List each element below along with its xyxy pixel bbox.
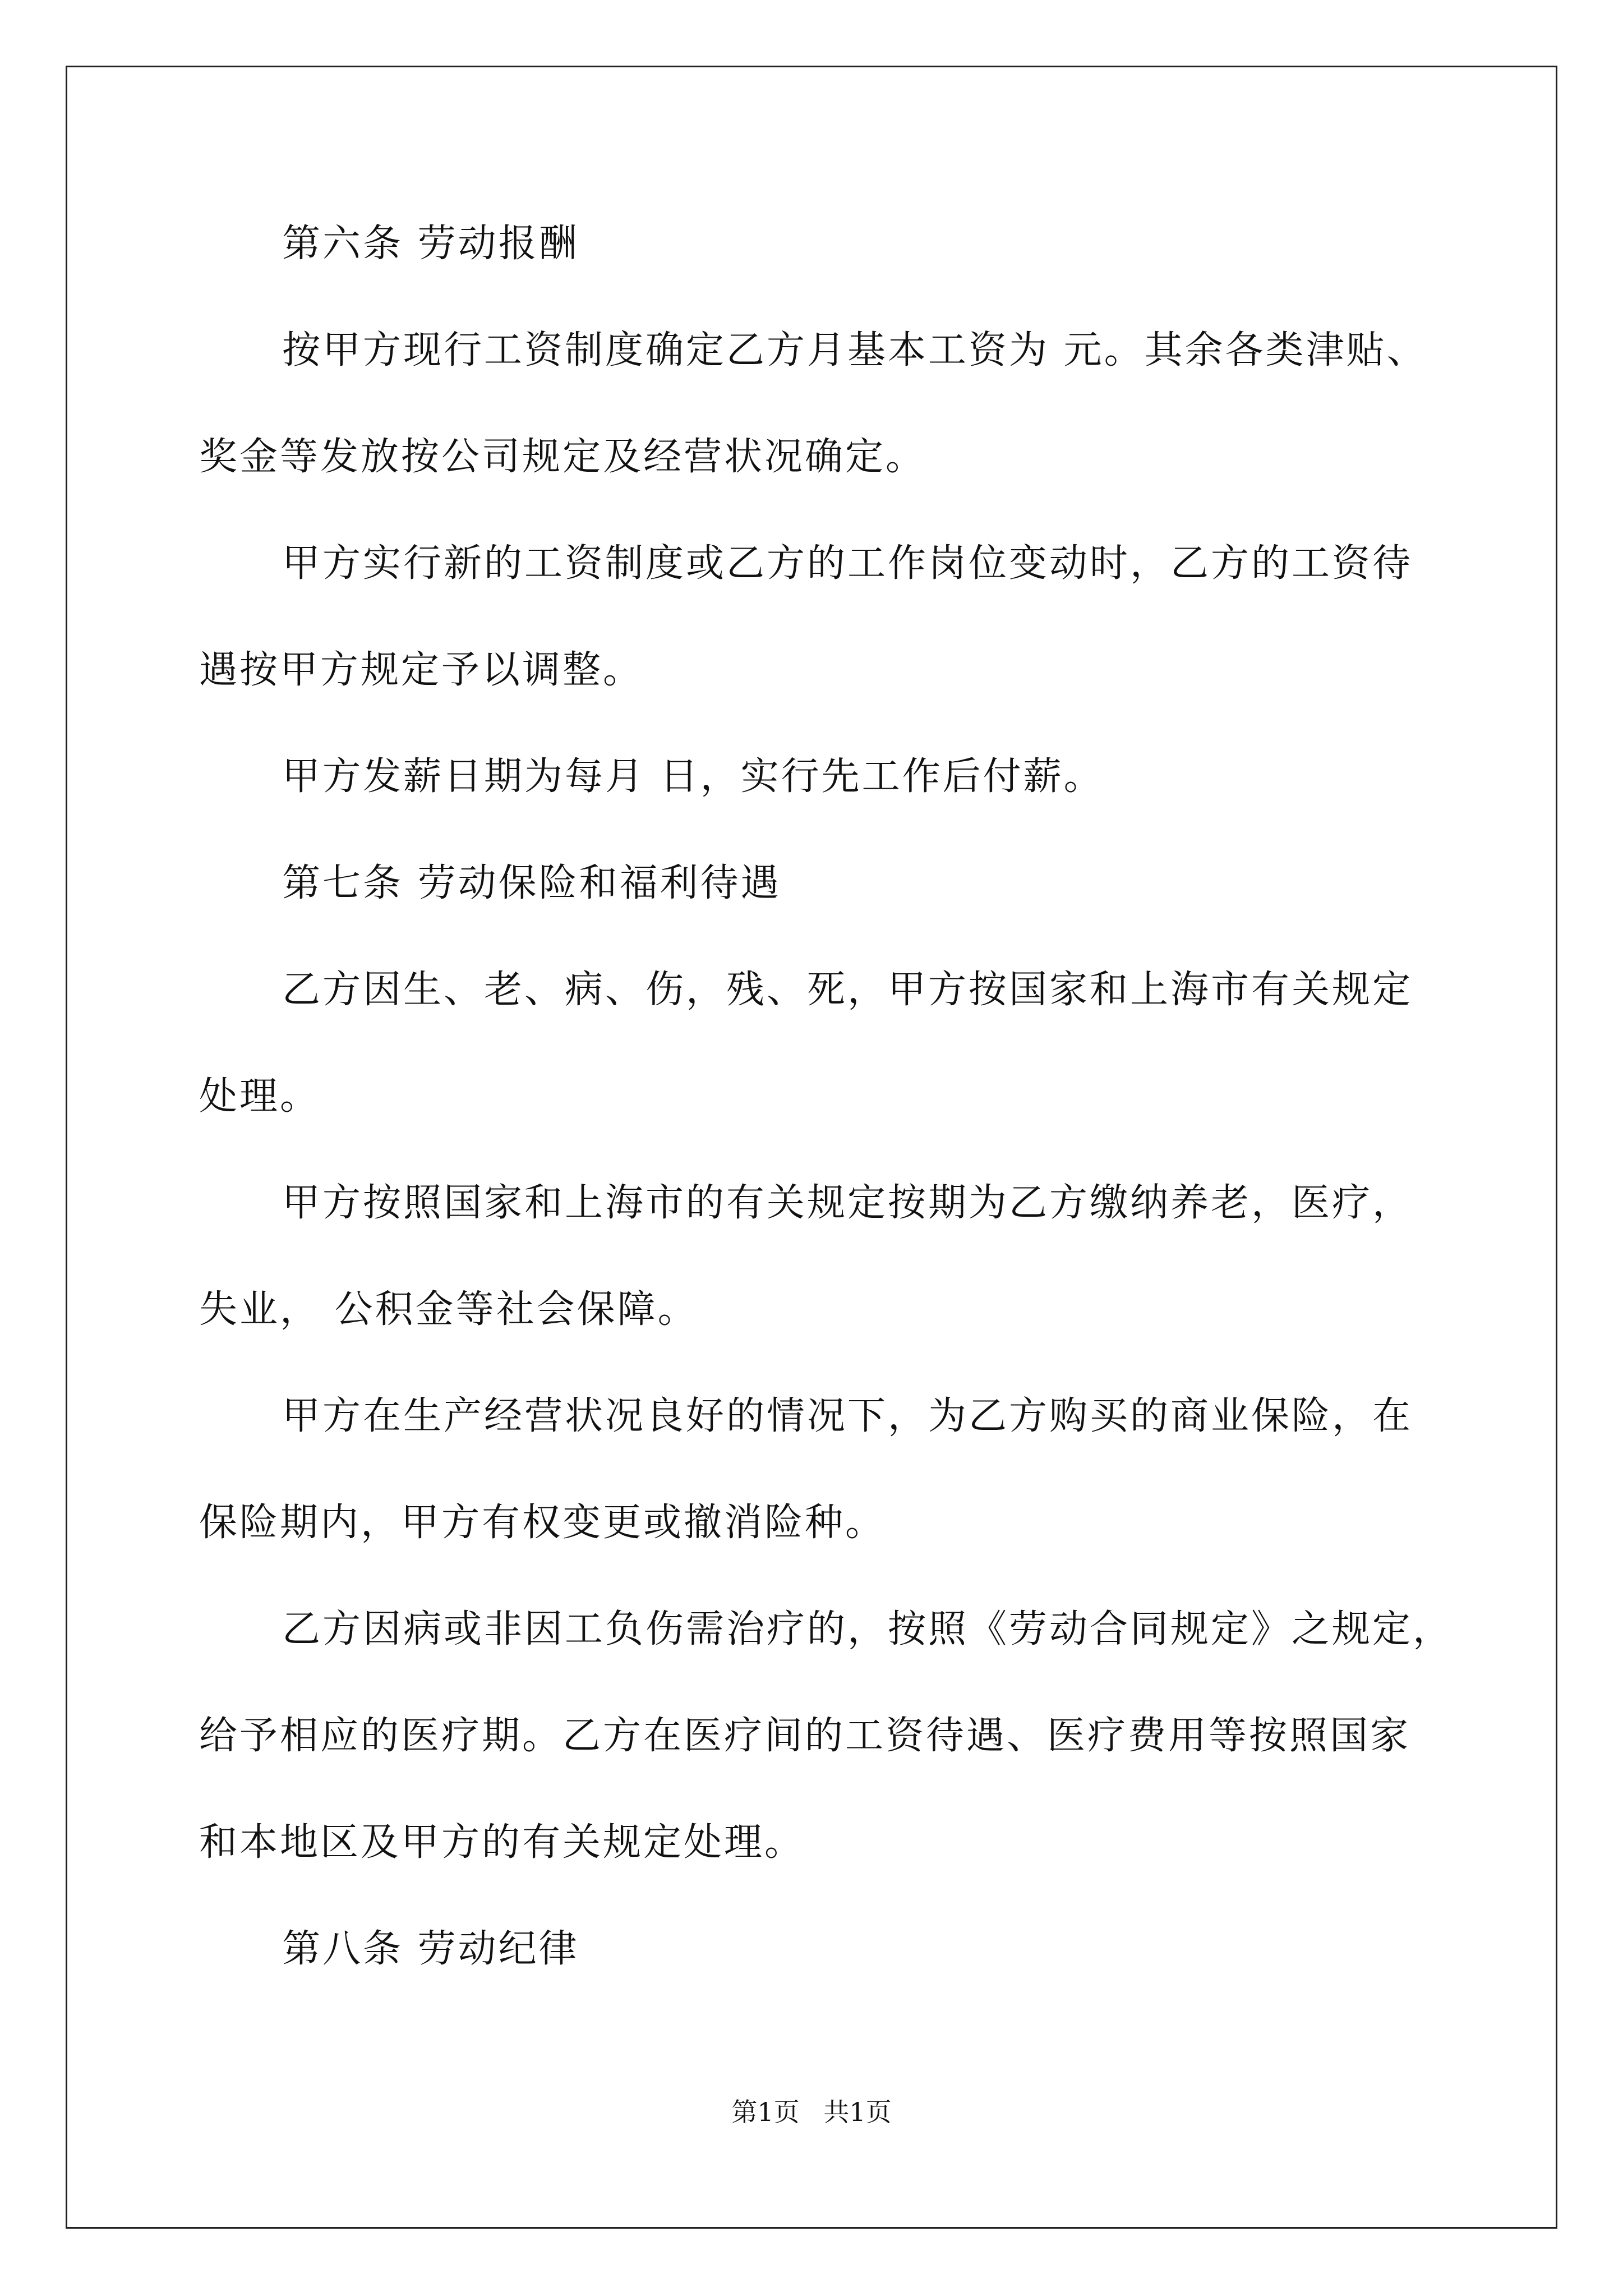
paragraph-line: 奖金等发放按公司规定及经营状况确定。: [199, 435, 926, 479]
paragraph-line: 甲方实行新的工资制度或乙方的工作岗位变动时，乙方的工资待: [282, 541, 1413, 586]
section-heading-6: 第六条 劳动报酬: [282, 222, 579, 266]
page-number-total: 共1页: [823, 2097, 892, 2127]
paragraph-line: 给予相应的医疗期。乙方在医疗间的工资待遇、医疗费用等按照国家: [199, 1714, 1411, 1758]
paragraph-line: 保险期内，甲方有权变更或撤消险种。: [199, 1501, 886, 1545]
paragraph-line: 乙方因生、老、病、伤，残、死，甲方按国家和上海市有关规定: [282, 968, 1413, 1012]
section-heading-7: 第七条 劳动保险和福利待遇: [282, 861, 781, 905]
page-number-current: 第1页: [731, 2097, 800, 2127]
paragraph-line: 甲方发薪日期为每月 日，实行先工作后付薪。: [282, 754, 1104, 799]
paragraph-line: 失业， 公积金等社会保障。: [199, 1287, 698, 1332]
paragraph-line: 甲方在生产经营状况良好的情况下，为乙方购买的商业保险，在: [282, 1394, 1413, 1438]
page-footer: [0, 2095, 1623, 2129]
paragraph-line: 遇按甲方规定予以调整。: [199, 648, 644, 692]
paragraph-line: 和本地区及甲方的有关规定处理。: [199, 1820, 805, 1865]
paragraph-line: 乙方因病或非因工负伤需治疗的，按照《劳动合同规定》之规定，: [282, 1607, 1454, 1651]
paragraph-line: 甲方按照国家和上海市的有关规定按期为乙方缴纳养老，医疗，: [282, 1181, 1413, 1225]
paragraph-line: 处理。: [199, 1074, 321, 1119]
page-border: [66, 66, 1557, 2229]
paragraph-line: 按甲方现行工资制度确定乙方月基本工资为 元。其余各类津贴、: [282, 328, 1427, 372]
section-heading-8: 第八条 劳动纪律: [282, 1927, 579, 1971]
